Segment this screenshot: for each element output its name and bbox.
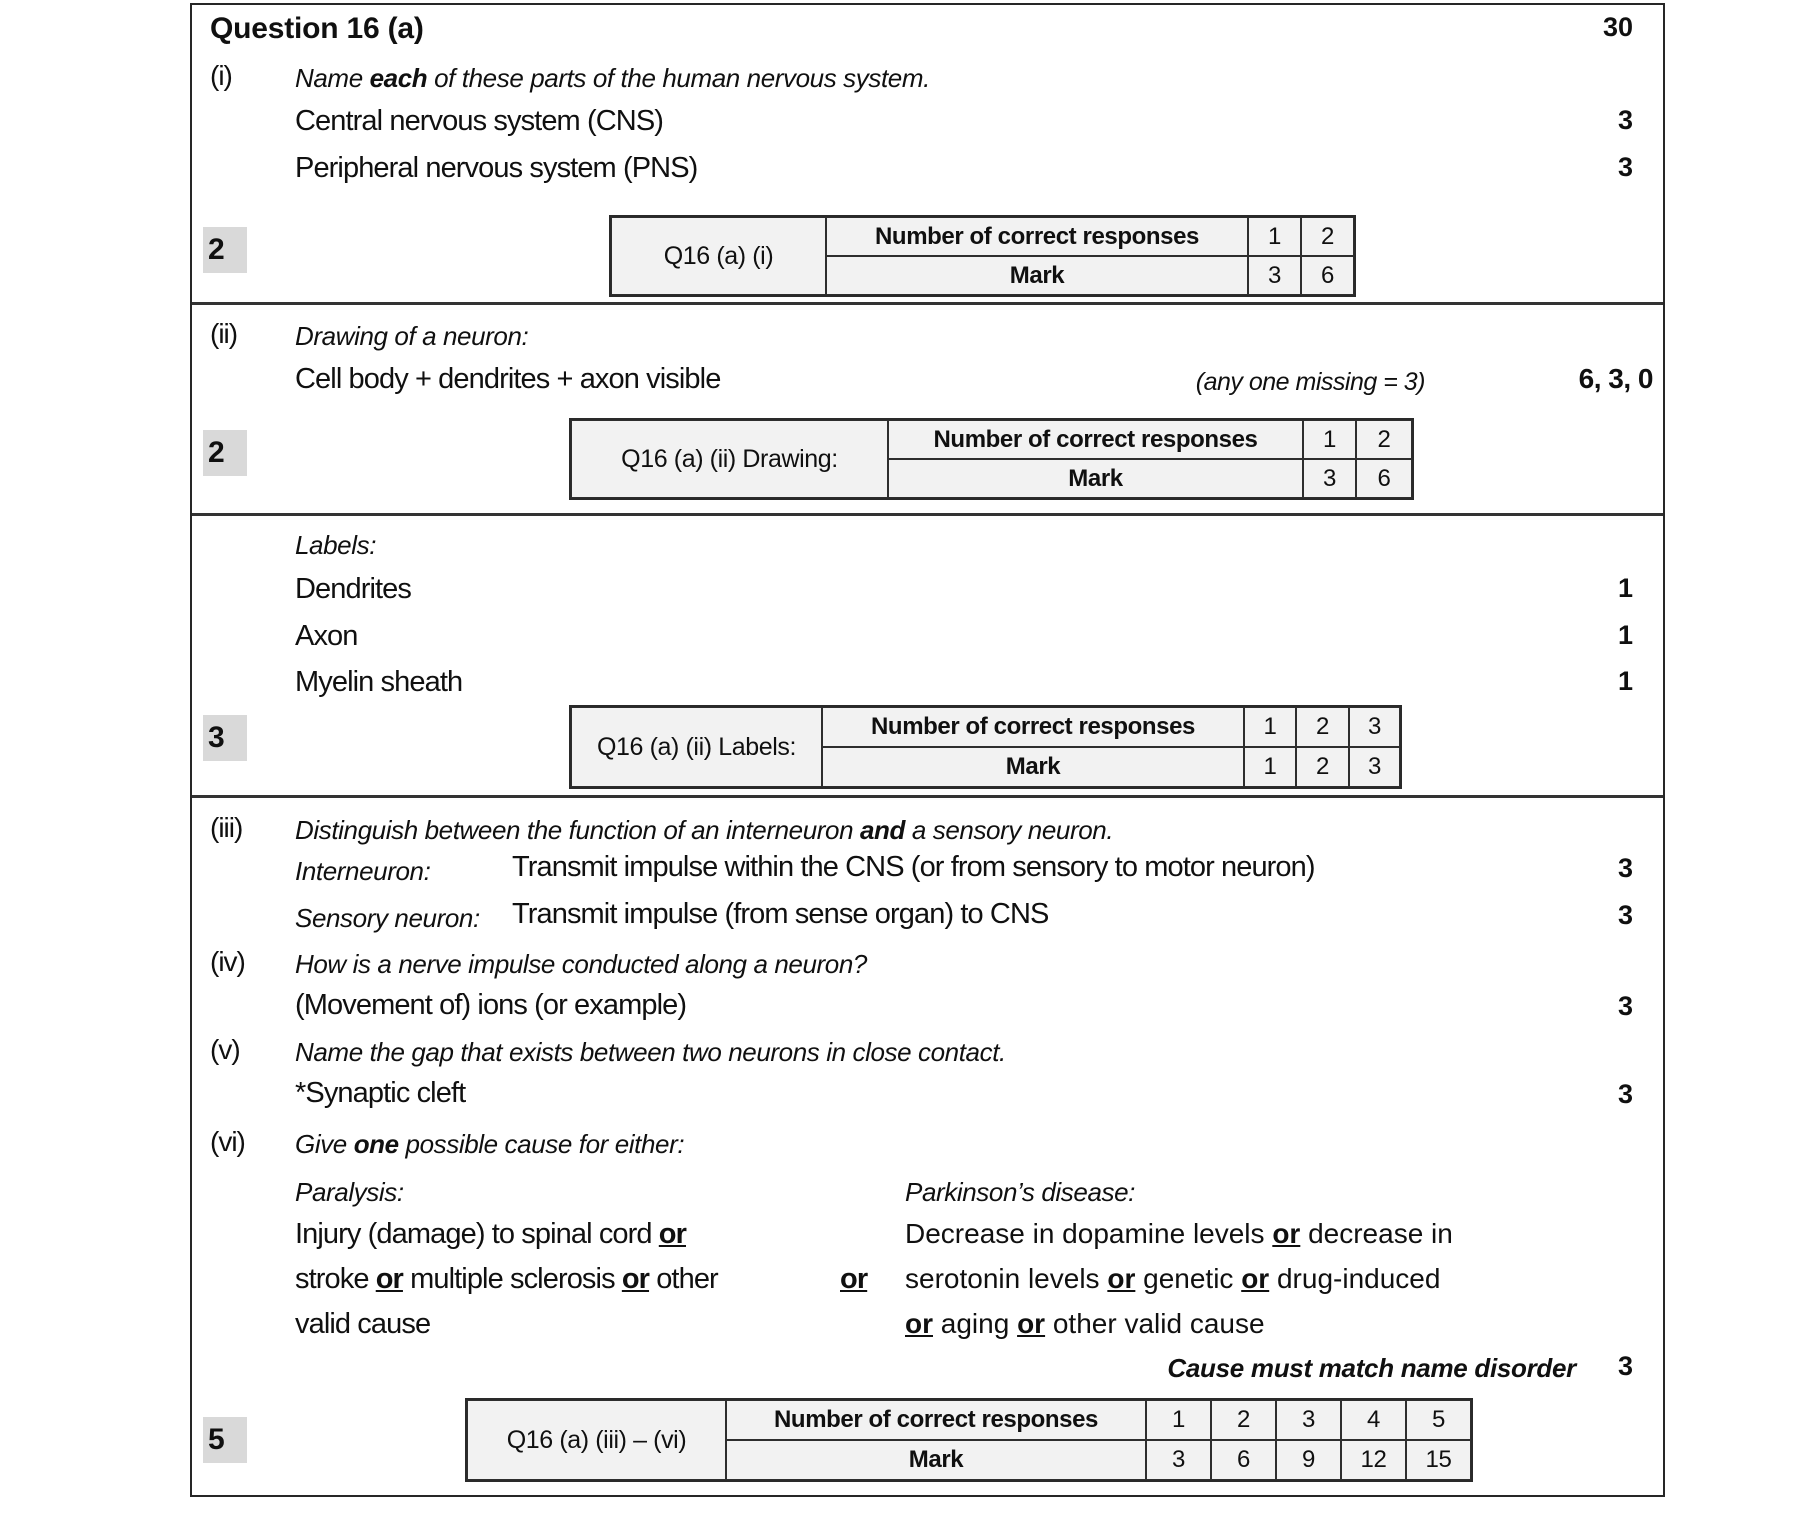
table-mark-header: Mark [726,1440,1146,1480]
mark-interneuron: 3 [1617,853,1633,883]
parkinsons-cause-line3 [905,1308,1265,1340]
section-iv-prompt: How is a nerve impulse conducted along a neuron? [295,949,867,979]
or-connector: or [905,1308,933,1339]
answer-synaptic-cleft: *Synaptic cleft [295,1077,466,1109]
section-i-prompt [295,63,930,94]
prompt-vi-bold: one [353,1129,399,1159]
prompt-vi-pre: Give [295,1129,354,1159]
cause-match-note: Cause must match name disorder [1167,1353,1576,1383]
paralysis-cause-line1 [295,1218,686,1251]
section-ii-marker: (ii) [210,318,238,349]
side-total-i: 2 [203,227,247,273]
table-cell: 3 [1349,707,1400,747]
table-cell: 1 [1303,420,1356,459]
interneuron-label: Interneuron: [295,856,431,886]
table-responses-header: Number of correct responses [826,217,1248,256]
table-cell: 9 [1276,1440,1341,1480]
text-segment: genetic [1135,1263,1242,1294]
paralysis-cause-line2 [295,1263,718,1296]
marking-table-q16aii-labels [569,705,1402,789]
section-vi-prompt [295,1129,684,1160]
mark-pns: 3 [1617,152,1633,182]
section-divider [192,795,1663,798]
prompt-vi-post: possible cause for either: [398,1129,685,1159]
mark-cns: 3 [1617,105,1633,135]
mark-sensory-neuron: 3 [1617,900,1633,930]
interneuron-answer: Transmit impulse within the CNS (or from sensory to motor neuron) [512,851,1315,883]
parkinsons-cause-line2 [905,1263,1440,1295]
section-ii-prompt: Drawing of a neuron: [295,321,529,351]
prompt-iii-pre: Distinguish between the function of an interneuron [295,815,860,845]
table-responses-header: Number of correct responses [888,420,1303,459]
either-or-separator: or [840,1263,868,1295]
table-cell: 6 [1356,459,1412,498]
label-myelin-sheath: Myelin sheath [295,666,463,698]
text-segment: drug-induced [1269,1263,1441,1294]
text-segment: stroke [295,1263,376,1295]
table-cell: 1 [1244,747,1296,787]
text-segment: decrease in [1300,1218,1453,1249]
parkinsons-label: Parkinson’s disease: [905,1177,1135,1207]
table-responses-header: Number of correct responses [726,1400,1146,1440]
answer-ions: (Movement of) ions (or example) [295,989,687,1021]
drawing-condition: (any one missing = 3) [1195,368,1425,396]
table-label: Q16 (a) (i) [611,217,826,295]
table-mark-header: Mark [822,747,1244,787]
table-mark-header: Mark [888,459,1303,498]
table-cell: 6 [1301,256,1354,295]
table-cell: 3 [1146,1440,1211,1480]
table-label: Q16 (a) (iii) – (vi) [467,1400,726,1480]
marking-table-q16a-iii-vi [465,1398,1473,1482]
mark-axon: 1 [1617,620,1633,650]
text-segment: serotonin levels [905,1263,1108,1294]
marking-scheme-box [190,3,1665,1497]
section-v-prompt: Name the gap that exists between two neurons in close contact. [295,1037,1006,1067]
prompt-iii-post: a sensory neuron. [905,815,1114,845]
text-segment: multiple sclerosis [402,1263,622,1295]
table-cell: 3 [1248,256,1301,295]
sensory-neuron-answer: Transmit impulse (from sense organ) to CNS [512,898,1049,930]
or-connector: or [1017,1308,1046,1339]
answer-drawing: Cell body + dendrites + axon visible [295,363,721,395]
sensory-neuron-label: Sensory neuron: [295,903,480,933]
or-connector: or [1272,1218,1301,1249]
side-total-labels: 3 [203,715,247,761]
prompt-i-post: of these parts of the human nervous system. [427,63,930,93]
section-iii-prompt [295,815,1113,846]
table-cell: 3 [1349,747,1400,787]
label-axon: Axon [295,620,358,652]
table-cell: 1 [1244,707,1296,747]
section-divider [192,302,1663,305]
table-cell: 1 [1248,217,1301,256]
table-cell: 2 [1296,747,1349,787]
mark-dendrites: 1 [1617,573,1633,603]
question-total-marks: 30 [1602,12,1633,42]
or-connector: or [658,1218,686,1250]
table-cell: 12 [1341,1440,1406,1480]
section-v-marker: (v) [210,1034,240,1065]
table-cell: 4 [1341,1400,1406,1440]
or-connector: or [621,1263,650,1295]
or-connector: or [1241,1263,1270,1294]
label-dendrites: Dendrites [295,573,412,605]
side-total-ii: 2 [203,430,247,476]
marking-table-q16ai [609,215,1356,297]
paralysis-cause-line3: valid cause [295,1308,431,1340]
question-title: Question 16 (a) [210,12,424,45]
section-iii-marker: (iii) [210,812,243,843]
answer-pns: Peripheral nervous system (PNS) [295,152,698,184]
side-total-vi: 5 [203,1417,247,1463]
table-cell: 2 [1296,707,1349,747]
text-segment: other [649,1263,718,1295]
table-cell: 15 [1406,1440,1471,1480]
table-label: Q16 (a) (ii) Labels: [571,707,822,787]
or-connector: or [1107,1263,1136,1294]
prompt-iii-bold: and [859,815,906,845]
table-mark-header: Mark [826,256,1248,295]
parkinsons-cause-line1 [905,1218,1453,1250]
section-iv-marker: (iv) [210,946,245,977]
table-cell: 3 [1276,1400,1341,1440]
paralysis-label: Paralysis: [295,1177,404,1207]
text-segment: Decrease in dopamine levels [905,1218,1273,1249]
table-responses-header: Number of correct responses [822,707,1244,747]
table-label: Q16 (a) (ii) Drawing: [571,420,888,498]
prompt-i-pre: Name [295,63,370,93]
table-cell: 2 [1211,1400,1276,1440]
table-cell: 1 [1146,1400,1211,1440]
or-connector: or [375,1263,403,1295]
section-divider [192,513,1663,516]
text-segment: aging [933,1308,1018,1339]
table-cell: 6 [1211,1440,1276,1480]
prompt-i-bold: each [369,63,428,93]
mark-myelin-sheath: 1 [1617,666,1633,696]
mark-cause: 3 [1617,1351,1633,1381]
text-segment: other valid cause [1045,1308,1265,1339]
table-cell: 3 [1303,459,1356,498]
table-cell: 2 [1356,420,1412,459]
mark-ions: 3 [1617,991,1633,1021]
marking-table-q16aii-drawing [569,418,1414,500]
section-vi-marker: (vi) [210,1126,245,1157]
mark-drawing: 6, 3, 0 [1578,363,1653,394]
table-cell: 5 [1406,1400,1471,1440]
labels-heading: Labels: [295,530,377,560]
table-cell: 2 [1301,217,1354,256]
answer-cns: Central nervous system (CNS) [295,105,664,137]
text-segment: Injury (damage) to spinal cord [295,1218,659,1250]
mark-synaptic-cleft: 3 [1617,1079,1633,1109]
section-i-marker: (i) [210,60,232,91]
